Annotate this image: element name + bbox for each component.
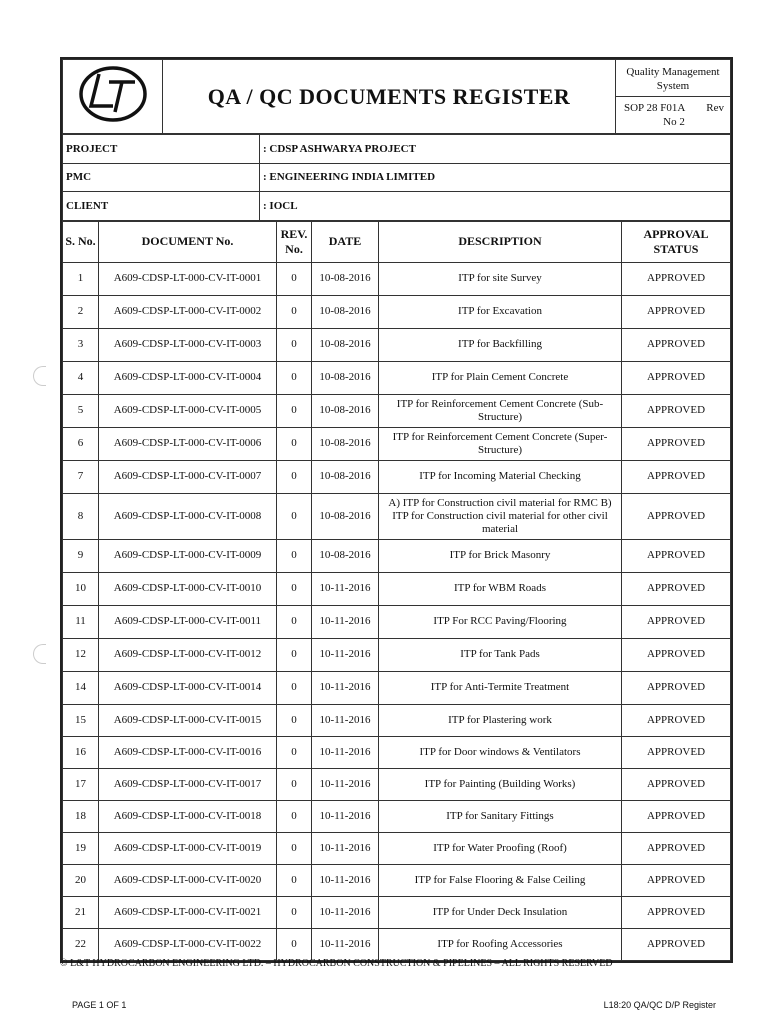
- rev-number: No 2: [663, 115, 685, 128]
- row-approval-status: APPROVED: [622, 704, 731, 736]
- punch-hole-mark: [33, 366, 46, 386]
- row-date: 10-11-2016: [312, 864, 379, 896]
- table-row: [63, 295, 731, 328]
- sop-reference: [616, 97, 730, 133]
- row-description: A) ITP for Construction civil material for RMC B) ITP for Construction civil material for other civil material: [379, 493, 622, 539]
- table-row: [63, 704, 731, 736]
- table-row: [63, 539, 731, 572]
- row-rev: 0: [277, 262, 312, 295]
- table-row: [63, 394, 731, 427]
- row-document-no: A609-CDSP-LT-000-CV-IT-0006: [99, 427, 277, 460]
- row-rev: 0: [277, 832, 312, 864]
- row-rev: 0: [277, 671, 312, 704]
- row-rev: 0: [277, 328, 312, 361]
- row-description: ITP for Brick Masonry: [379, 539, 622, 572]
- row-approval-status: APPROVED: [622, 394, 731, 427]
- row-document-no: A609-CDSP-LT-000-CV-IT-0022: [99, 928, 277, 960]
- row-sno: 14: [63, 671, 99, 704]
- row-approval-status: APPROVED: [622, 638, 731, 671]
- row-rev: 0: [277, 539, 312, 572]
- copyright-footer: © L&T HYDROCARBON ENGINEERING LTD. – HYDROCARBON CONSTRUCTION & PIPELINES – ALL RIGHTS RESERVED: [60, 958, 613, 969]
- row-sno: 6: [63, 427, 99, 460]
- row-sno: 1: [63, 262, 99, 295]
- row-date: 10-08-2016: [312, 328, 379, 361]
- table-row: [63, 427, 731, 460]
- row-date: 10-08-2016: [312, 394, 379, 427]
- row-approval-status: APPROVED: [622, 572, 731, 605]
- row-rev: 0: [277, 427, 312, 460]
- register-title: QA / QC DOCUMENTS REGISTER: [163, 60, 616, 134]
- row-description: ITP for Sanitary Fittings: [379, 800, 622, 832]
- row-rev: 0: [277, 460, 312, 493]
- row-description: ITP for Roofing Accessories: [379, 928, 622, 960]
- row-approval-status: APPROVED: [622, 768, 731, 800]
- row-date: 10-11-2016: [312, 572, 379, 605]
- row-document-no: A609-CDSP-LT-000-CV-IT-0014: [99, 671, 277, 704]
- table-row: [63, 460, 731, 493]
- row-description: ITP for Incoming Material Checking: [379, 460, 622, 493]
- row-date: 10-11-2016: [312, 605, 379, 638]
- row-description: ITP for Plain Cement Concrete: [379, 361, 622, 394]
- rev-label: Rev: [706, 101, 724, 114]
- row-rev: 0: [277, 361, 312, 394]
- row-sno: 18: [63, 800, 99, 832]
- row-approval-status: APPROVED: [622, 736, 731, 768]
- sop-code: SOP 28 F01A: [624, 101, 686, 114]
- row-document-no: A609-CDSP-LT-000-CV-IT-0008: [99, 493, 277, 539]
- row-date: 10-08-2016: [312, 361, 379, 394]
- row-date: 10-11-2016: [312, 896, 379, 928]
- row-approval-status: APPROVED: [622, 493, 731, 539]
- table-row: [63, 832, 731, 864]
- document-rows: [63, 262, 731, 960]
- row-sno: 7: [63, 460, 99, 493]
- row-date: 10-11-2016: [312, 928, 379, 960]
- row-rev: 0: [277, 394, 312, 427]
- row-document-no: A609-CDSP-LT-000-CV-IT-0007: [99, 460, 277, 493]
- row-sno: 4: [63, 361, 99, 394]
- row-description: ITP for Reinforcement Cement Concrete (Sub-Structure): [379, 394, 622, 427]
- register-sheet: [60, 57, 733, 963]
- row-sno: 16: [63, 736, 99, 768]
- col-header-status: [622, 221, 731, 262]
- row-sno: 5: [63, 394, 99, 427]
- row-approval-status: APPROVED: [622, 896, 731, 928]
- info-row-client: [63, 192, 731, 221]
- row-description: ITP for False Flooring & False Ceiling: [379, 864, 622, 896]
- row-sno: 19: [63, 832, 99, 864]
- row-document-no: A609-CDSP-LT-000-CV-IT-0012: [99, 638, 277, 671]
- project-value: : CDSP ASHWARYA PROJECT: [260, 135, 731, 164]
- row-approval-status: APPROVED: [622, 864, 731, 896]
- row-description: ITP for Excavation: [379, 295, 622, 328]
- row-date: 10-11-2016: [312, 768, 379, 800]
- row-date: 10-11-2016: [312, 832, 379, 864]
- row-date: 10-11-2016: [312, 800, 379, 832]
- row-approval-status: APPROVED: [622, 427, 731, 460]
- form-identifier: L18:20 QA/QC D/P Register: [603, 1000, 716, 1010]
- row-document-no: A609-CDSP-LT-000-CV-IT-0004: [99, 361, 277, 394]
- row-document-no: A609-CDSP-LT-000-CV-IT-0011: [99, 605, 277, 638]
- table-row: [63, 896, 731, 928]
- row-approval-status: APPROVED: [622, 361, 731, 394]
- row-approval-status: APPROVED: [622, 295, 731, 328]
- row-rev: 0: [277, 638, 312, 671]
- row-document-no: A609-CDSP-LT-000-CV-IT-0001: [99, 262, 277, 295]
- row-document-no: A609-CDSP-LT-000-CV-IT-0002: [99, 295, 277, 328]
- punch-hole-mark: [33, 644, 46, 664]
- row-description: ITP for Backfilling: [379, 328, 622, 361]
- col-header-status-line1: APPROVAL: [643, 226, 709, 241]
- row-rev: 0: [277, 800, 312, 832]
- row-sno: 9: [63, 539, 99, 572]
- info-row-pmc: [63, 163, 731, 192]
- row-description: ITP for Water Proofing (Roof): [379, 832, 622, 864]
- table-row: [63, 572, 731, 605]
- table-row: [63, 493, 731, 539]
- col-header-rev-line1: REV.: [280, 226, 308, 241]
- row-sno: 22: [63, 928, 99, 960]
- table-row: [63, 671, 731, 704]
- row-date: 10-11-2016: [312, 671, 379, 704]
- row-document-no: A609-CDSP-LT-000-CV-IT-0015: [99, 704, 277, 736]
- row-approval-status: APPROVED: [622, 800, 731, 832]
- row-approval-status: APPROVED: [622, 328, 731, 361]
- row-date: 10-08-2016: [312, 460, 379, 493]
- col-header-date: DATE: [312, 221, 379, 262]
- row-description: ITP for Plastering work: [379, 704, 622, 736]
- row-document-no: A609-CDSP-LT-000-CV-IT-0010: [99, 572, 277, 605]
- row-date: 10-11-2016: [312, 736, 379, 768]
- row-sno: 3: [63, 328, 99, 361]
- col-header-document-no: DOCUMENT No.: [99, 221, 277, 262]
- col-header-status-line2: STATUS: [653, 241, 699, 256]
- col-header-sno: S. No.: [63, 221, 99, 262]
- documents-table: [62, 221, 731, 961]
- client-label: CLIENT: [63, 192, 260, 221]
- info-table: [62, 134, 731, 221]
- table-row: [63, 605, 731, 638]
- row-rev: 0: [277, 295, 312, 328]
- row-description: ITP For RCC Paving/Flooring: [379, 605, 622, 638]
- column-header-row: [63, 221, 731, 262]
- row-date: 10-11-2016: [312, 638, 379, 671]
- row-approval-status: APPROVED: [622, 262, 731, 295]
- row-date: 10-11-2016: [312, 704, 379, 736]
- row-document-no: A609-CDSP-LT-000-CV-IT-0017: [99, 768, 277, 800]
- row-approval-status: APPROVED: [622, 539, 731, 572]
- info-row-project: [63, 135, 731, 164]
- row-rev: 0: [277, 736, 312, 768]
- row-rev: 0: [277, 493, 312, 539]
- row-sno: 15: [63, 704, 99, 736]
- pmc-label: PMC: [63, 163, 260, 192]
- row-sno: 8: [63, 493, 99, 539]
- row-document-no: A609-CDSP-LT-000-CV-IT-0018: [99, 800, 277, 832]
- row-sno: 11: [63, 605, 99, 638]
- row-document-no: A609-CDSP-LT-000-CV-IT-0009: [99, 539, 277, 572]
- row-description: ITP for Reinforcement Cement Concrete (Super-Structure): [379, 427, 622, 460]
- table-row: [63, 864, 731, 896]
- row-date: 10-08-2016: [312, 427, 379, 460]
- row-date: 10-08-2016: [312, 295, 379, 328]
- row-document-no: A609-CDSP-LT-000-CV-IT-0003: [99, 328, 277, 361]
- qms-system-label: Quality Management System: [616, 61, 730, 97]
- row-sno: 17: [63, 768, 99, 800]
- client-value: : IOCL: [260, 192, 731, 221]
- row-description: ITP for Tank Pads: [379, 638, 622, 671]
- row-date: 10-08-2016: [312, 539, 379, 572]
- row-approval-status: APPROVED: [622, 671, 731, 704]
- table-row: [63, 928, 731, 960]
- row-approval-status: APPROVED: [622, 605, 731, 638]
- project-label: PROJECT: [63, 135, 260, 164]
- qms-block: [616, 60, 731, 134]
- row-rev: 0: [277, 864, 312, 896]
- row-sno: 20: [63, 864, 99, 896]
- table-row: [63, 361, 731, 394]
- row-date: 10-08-2016: [312, 493, 379, 539]
- table-row: [63, 638, 731, 671]
- pmc-value: : ENGINEERING INDIA LIMITED: [260, 163, 731, 192]
- row-document-no: A609-CDSP-LT-000-CV-IT-0016: [99, 736, 277, 768]
- row-rev: 0: [277, 605, 312, 638]
- row-description: ITP for Door windows & Ventilators: [379, 736, 622, 768]
- row-date: 10-08-2016: [312, 262, 379, 295]
- row-approval-status: APPROVED: [622, 460, 731, 493]
- table-row: [63, 328, 731, 361]
- row-approval-status: APPROVED: [622, 832, 731, 864]
- header-table: [62, 59, 731, 134]
- row-approval-status: APPROVED: [622, 928, 731, 960]
- row-sno: 12: [63, 638, 99, 671]
- row-sno: 10: [63, 572, 99, 605]
- row-document-no: A609-CDSP-LT-000-CV-IT-0021: [99, 896, 277, 928]
- row-rev: 0: [277, 768, 312, 800]
- row-rev: 0: [277, 928, 312, 960]
- row-sno: 2: [63, 295, 99, 328]
- row-document-no: A609-CDSP-LT-000-CV-IT-0020: [99, 864, 277, 896]
- lt-logo-icon: [77, 64, 149, 124]
- table-row: [63, 800, 731, 832]
- row-document-no: A609-CDSP-LT-000-CV-IT-0019: [99, 832, 277, 864]
- col-header-rev: [277, 221, 312, 262]
- row-description: ITP for Under Deck Insulation: [379, 896, 622, 928]
- col-header-description: DESCRIPTION: [379, 221, 622, 262]
- row-document-no: A609-CDSP-LT-000-CV-IT-0005: [99, 394, 277, 427]
- row-rev: 0: [277, 896, 312, 928]
- row-description: ITP for Painting (Building Works): [379, 768, 622, 800]
- table-row: [63, 262, 731, 295]
- table-row: [63, 768, 731, 800]
- row-description: ITP for Anti-Termite Treatment: [379, 671, 622, 704]
- row-description: ITP for site Survey: [379, 262, 622, 295]
- row-rev: 0: [277, 572, 312, 605]
- row-description: ITP for WBM Roads: [379, 572, 622, 605]
- row-sno: 21: [63, 896, 99, 928]
- row-rev: 0: [277, 704, 312, 736]
- logo-cell: [63, 60, 163, 134]
- page-number: PAGE 1 OF 1: [72, 1000, 127, 1010]
- table-row: [63, 736, 731, 768]
- col-header-rev-line2: No.: [285, 241, 303, 256]
